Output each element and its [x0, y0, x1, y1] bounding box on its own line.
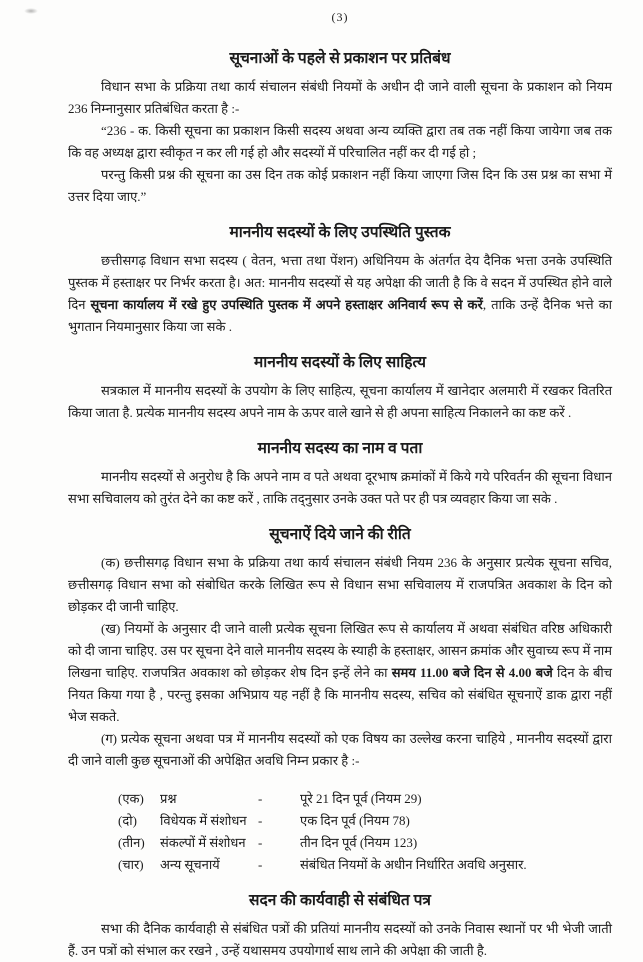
list-item-bill-amendment — [118, 810, 612, 832]
paragraph-notice-kha — [68, 618, 612, 728]
paragraph-restriction-intro: विधान सभा के प्रक्रिया तथा कार्य संचालन संबंधी नियमों के अधीन दी जाने वाली सूचना के प्रकाशन को नियम 236 निम्नानुसार प्रतिबंधित करता है :- — [68, 79, 612, 116]
list-item-number: (एक) — [118, 791, 144, 806]
section-heading-literature: माननीय सदस्यों के लिए साहित्य — [254, 354, 426, 371]
list-item-other-notices — [118, 854, 612, 876]
list-item-period: एक दिन पूर्व (नियम 78) — [300, 813, 410, 828]
list-item-number: (चार) — [118, 857, 144, 872]
list-item-period: पूरे 21 दिन पूर्व (नियम 29) — [300, 791, 422, 806]
paragraph-notice-ka: (क) छत्तीसगढ़ विधान सभा के प्रक्रिया तथा कार्य संचालन संबंधी नियम 236 के अनुसार प्रत्येक सूचना सचिव, छत्तीसगढ़ विधान सभा को संबोधित करके लिखित रूप से विधान सभा सचिवालय में राजपत्रित अवकाश के दिन को छोड़कर दी जानी चाहिए. — [68, 555, 612, 614]
list-item-resolution-amendment — [118, 832, 612, 854]
page-number: (3) — [331, 10, 349, 24]
paragraph-rule-236-quote: “236 - क. किसी सूचना का प्रकाशन किसी सदस्य अथवा अन्य व्यक्ति द्वारा तब तक नहीं किया जायेगा जब तक कि वह अध्यक्ष द्वारा स्वीकृत न कर ली गई हो और सदस्यों में परिचालित नहीं कर दी गई हो ; — [68, 123, 612, 160]
list-item-dash: - — [258, 857, 263, 872]
list-item-subject: विधेयक में संशोधन — [160, 813, 247, 828]
list-item-number: (दो) — [118, 813, 137, 828]
paragraph-attendance-book — [68, 250, 612, 338]
paragraph-literature: सत्रकाल में माननीय सदस्यों के उपयोग के लिए साहित्य, सूचना कार्यालय में खानेदार अलमारी में रखकर वितरित किया जाता है. प्रत्येक माननीय सदस्य अपने नाम के ऊपर वाले खाने से ही अपना साहित्य निकालने का कष्ट करें . — [68, 383, 612, 420]
list-item-question — [118, 788, 612, 810]
list-item-dash: - — [258, 791, 263, 806]
paragraph-text: छत्तीसगढ़ विधान सभा सदस्य ( वेतन, भत्ता तथा पेंशन) अधिनियम के अंतर्गत देय दैनिक भत्ता उनके उपस्थिति पुस्तक में हस्ताक्षर पर निर्भर करता है। अत: माननीय सदस्यों से यह अपेक्षा की जाती है कि वे सदन में उपस्थित होने वाले दिन — [68, 253, 612, 312]
paragraph-name-address: माननीय सदस्यों से अनुरोध है कि अपने नाम व पते अथवा दूरभाष क्रमांकों में किये गये परिवर्तन की सूचना विधान सभा सचिवालय को तुरंत देने का कष्ट करें , ताकि तद्नुसार उनके उक्त पते पर ही पत्र व्यवहार किया जा सके . — [68, 469, 612, 506]
section-heading-notice-method: सूचनाऐं दिये जाने की रीति — [269, 526, 411, 543]
section-heading-attendance-book: माननीय सदस्यों के लिए उपस्थिति पुस्तक — [229, 224, 451, 241]
paragraph-rule-236-proviso: परन्तु किसी प्रश्न की सूचना का उस दिन तक कोई प्रकाशन नहीं किया जाएगा जिस दिन कि उस प्रश्न का सभा में उत्तर दिया जाए.” — [68, 167, 612, 204]
list-item-period: संबंधित नियमों के अधीन निर्धारित अवधि अनुसार. — [300, 857, 527, 872]
list-item-subject: प्रश्न — [160, 791, 177, 806]
paragraph-text: (ख) नियमों के अनुसार दी जाने वाली प्रत्येक सूचना लिखित रूप से कार्यालय में अथवा संबंधित वरिष्ठ अधिकारी को दी जाना चाहिए. उस पर सूचना देने वाले माननीय सदस्य के स्याही के हस्ताक्षर, आसन क्रमांक और सुवाच्य रूप में नाम लिखना चाहिए. राजपत्रित अवकाश को छोड़कर शेष दिन इन्हें लेने का — [68, 621, 612, 680]
list-item-period: तीन दिन पूर्व (नियम 123) — [300, 835, 418, 850]
paragraph-notice-ga: (ग) प्रत्येक सूचना अथवा पत्र में माननीय सदस्यों को एक विषय का उल्लेख करना चाहिये , माननीय सदस्यों द्वारा दी जाने वाली कुछ सूचनाओं की अपेक्षित अवधि निम्न प्रकार है :- — [68, 731, 612, 768]
paragraph-text: दिन के बीच नियत किया गया है , परन्तु इसका अभिप्राय यह नहीं है कि माननीय सदस्य, सचिव को संबंधित सूचनाऐं डाक द्वारा नहीं भेज सकते. — [68, 665, 613, 724]
notice-period-list — [118, 788, 612, 876]
scan-smudge — [24, 8, 38, 14]
section-heading-name-address: माननीय सदस्य का नाम व पता — [257, 440, 423, 457]
list-item-subject: अन्य सूचनायें — [160, 857, 220, 872]
section-heading-proceedings-papers: सदन की कार्यवाही से संबंधित पत्र — [249, 892, 431, 909]
list-item-dash: - — [258, 813, 263, 828]
list-item-number: (तीन) — [118, 835, 145, 850]
paragraph-proceedings-papers: सभा की दैनिक कार्यवाही से संबंधित पत्रों की प्रतियां माननीय सदस्यों को उनके निवास स्थानों पर भी भेजी जाती हैं. उन पत्रों को संभाल कर रखने , उन्हें यथासमय उपयोगार्थ साथ लाने की अपेक्षा की जाती है. — [68, 921, 612, 958]
paragraph-bold-text: समय 11.00 बजे दिन से 4.00 बजे — [391, 665, 553, 680]
list-item-subject: संकल्पों में संशोधन — [160, 835, 246, 850]
paragraph-bold-text: सूचना कार्यालय में रखे हुए उपस्थिति पुस्तक में अपने हस्ताक्षर अनिवार्य रूप से करें — [90, 297, 483, 312]
section-heading-publication-restriction: सूचनाओं के पहले से प्रकाशन पर प्रतिबंध — [229, 50, 451, 67]
paragraph-text: , ताकि उन्हें दैनिक भत्ते का भुगतान नियमानुसार किया जा सके . — [68, 297, 612, 334]
list-item-dash: - — [258, 835, 263, 850]
